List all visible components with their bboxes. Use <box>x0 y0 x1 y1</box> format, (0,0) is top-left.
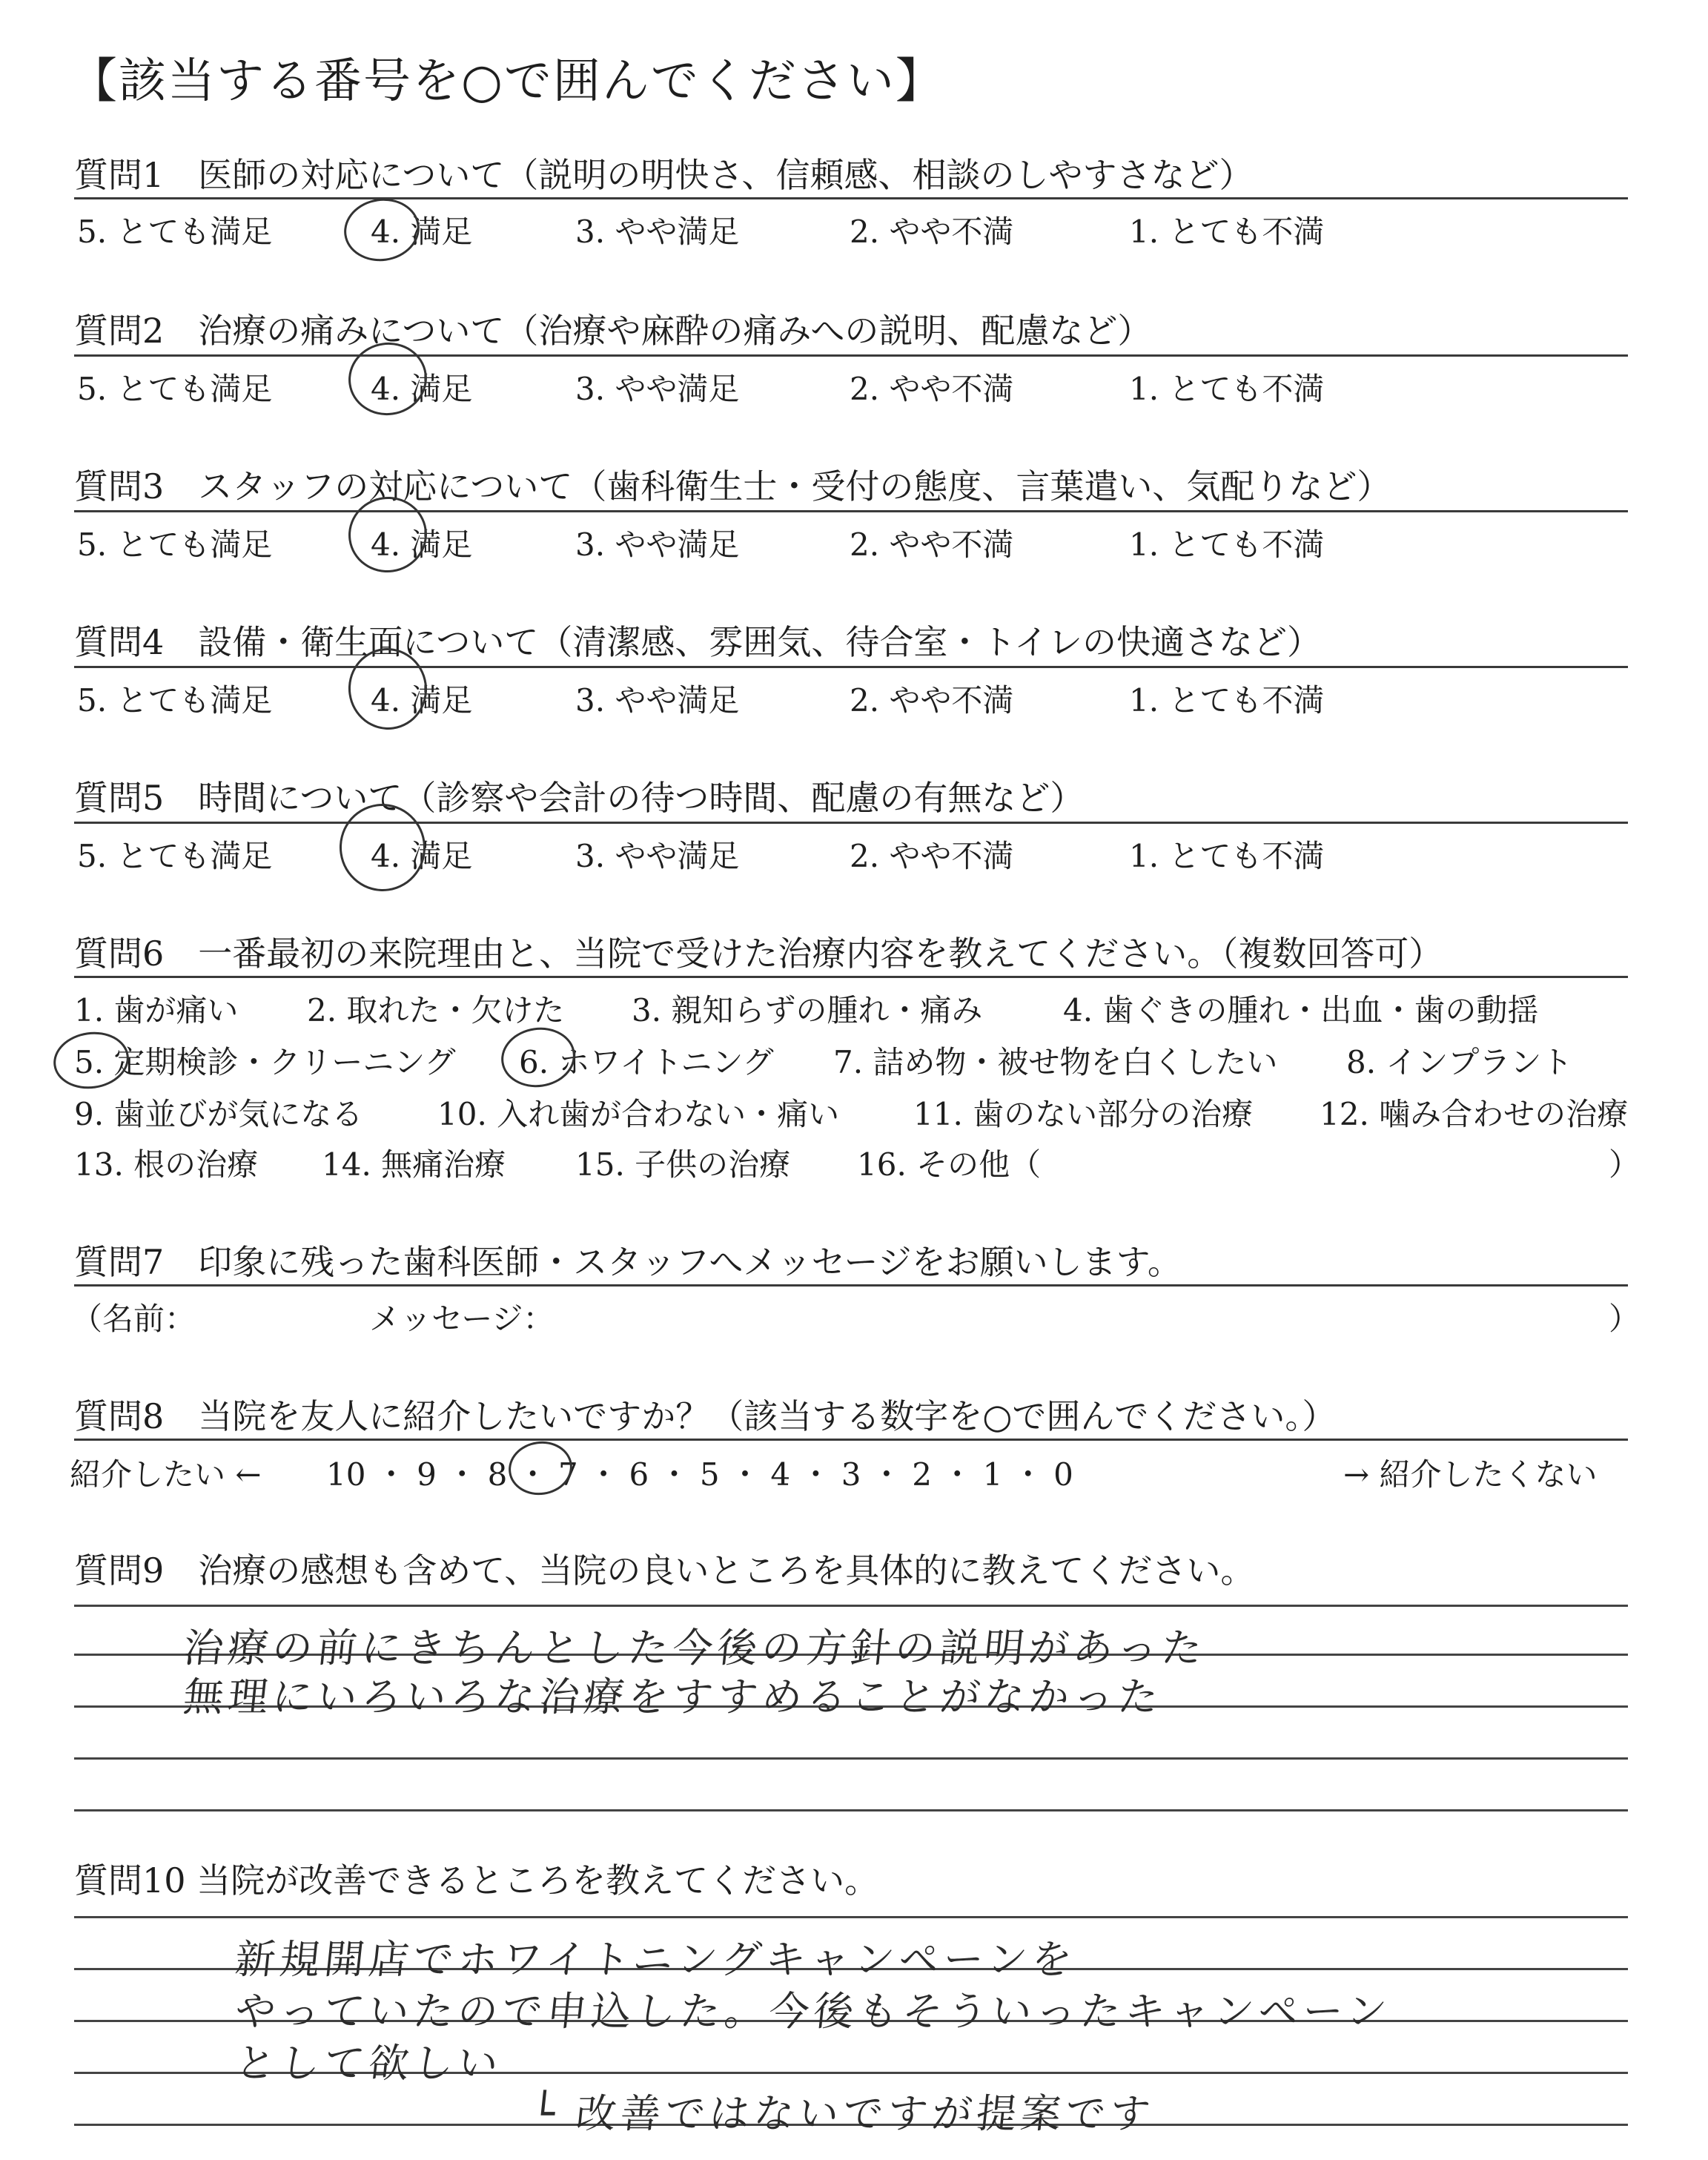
q6-option-10[interactable]: 10. 入れ歯が合わない・痛い <box>437 1096 840 1132</box>
q8-scale-value-8[interactable]: 8 <box>487 1456 508 1493</box>
q3-option-5[interactable]: 5. とても満足 <box>77 526 273 563</box>
q6-option-5[interactable]: 5. 定期検診・クリーニング <box>74 1044 456 1080</box>
q1-option-5[interactable]: 5. とても満足 <box>77 214 273 250</box>
q8-scale-value-4[interactable]: 4 <box>770 1456 791 1493</box>
q2-option-1[interactable]: 1. とても不満 <box>1129 371 1325 407</box>
question-2-title: 質問2 治療の痛みについて（治療や麻酔の痛みへの説明、配慮など） <box>74 311 1152 351</box>
q10-answer-line-2: やっていたので申込した。今後もそういったキャンペーン <box>233 1988 1394 2035</box>
q6-option-8[interactable]: 8. インプラント <box>1346 1044 1573 1080</box>
q8-scale-separator: ・ <box>719 1456 771 1493</box>
answer-line <box>74 1809 1628 1811</box>
question-6-title: 質問6 一番最初の来院理由と、当院で受けた治療内容を教えてください。（複数回答可） <box>74 934 1443 974</box>
q8-scale-value-1[interactable]: 1 <box>982 1456 1003 1493</box>
q4-option-4[interactable]: 4. 満足 <box>371 682 473 719</box>
q8-scale-separator: ・ <box>649 1456 700 1493</box>
q8-scale-separator: ・ <box>861 1456 913 1493</box>
q5-option-3[interactable]: 3. やや満足 <box>575 838 740 874</box>
q5-option-5[interactable]: 5. とても満足 <box>77 838 273 874</box>
q1-option-1[interactable]: 1. とても不満 <box>1129 214 1325 250</box>
question-3-title: 質問3 スタッフの対応について（歯科衛生士・受付の態度、言葉遣い、気配りなど） <box>74 466 1391 506</box>
q8-scale-value-2[interactable]: 2 <box>912 1456 932 1493</box>
q3-option-3[interactable]: 3. やや満足 <box>575 526 740 563</box>
q8-scale-separator: ・ <box>790 1456 841 1493</box>
q6-option-4[interactable]: 4. 歯ぐきの腫れ・出血・歯の動揺 <box>1063 992 1539 1028</box>
answer-line <box>74 1916 1628 1918</box>
q6-option-9[interactable]: 9. 歯並びが気になる <box>74 1096 363 1132</box>
q7-name-label: （名前： <box>71 1301 196 1337</box>
q6-selection-circle-5 <box>50 1027 133 1093</box>
q8-scale-separator: ・ <box>1002 1456 1054 1493</box>
q6-option-1[interactable]: 1. 歯が痛い <box>74 992 239 1028</box>
q5-option-4[interactable]: 4. 満足 <box>371 838 473 874</box>
q3-option-1[interactable]: 1. とても不満 <box>1129 526 1325 563</box>
q6-other-close-paren: ） <box>1609 1146 1641 1183</box>
q6-option-12[interactable]: 12. 噛み合わせの治療 <box>1320 1096 1629 1132</box>
divider <box>74 1284 1628 1287</box>
q6-option-7[interactable]: 7. 詰め物・被せ物を白くしたい <box>833 1044 1278 1080</box>
q4-option-1[interactable]: 1. とても不満 <box>1129 682 1325 719</box>
q9-answer-line-1: 治療の前にきちんとした今後の方針の説明があった <box>181 1625 1209 1671</box>
q10-answer-line-4: └ 改善ではないですが提案です <box>528 2090 1157 2137</box>
q6-option-2[interactable]: 2. 取れた・欠けた <box>307 992 565 1028</box>
q8-scale-value-6[interactable]: 6 <box>629 1456 649 1493</box>
q1-option-2[interactable]: 2. やや不満 <box>850 214 1014 250</box>
question-9-title: 質問9 治療の感想も含めて、当院の良いところを具体的に教えてください。 <box>74 1550 1255 1591</box>
divider <box>74 1439 1628 1441</box>
q8-scale-value-7[interactable]: 7 <box>558 1456 578 1493</box>
question-7-title: 質問7 印象に残った歯科医師・スタッフへメッセージをお願いします。 <box>74 1242 1182 1282</box>
q8-scale-separator: ・ <box>436 1456 488 1493</box>
q8-scale-separator: ・ <box>507 1456 559 1493</box>
q10-answer-line-3: として欲しい <box>233 2040 505 2087</box>
divider <box>74 976 1628 978</box>
q6-option-16[interactable]: 16. その他（ <box>857 1146 1042 1183</box>
q2-option-2[interactable]: 2. やや不満 <box>850 371 1014 407</box>
answer-line <box>74 1757 1628 1760</box>
q2-option-4[interactable]: 4. 満足 <box>371 371 473 407</box>
q2-option-5[interactable]: 5. とても満足 <box>77 371 273 407</box>
divider <box>74 197 1628 199</box>
q8-right-label: → 紹介したくない <box>1343 1456 1598 1493</box>
q6-option-13[interactable]: 13. 根の治療 <box>74 1146 259 1183</box>
question-5-title: 質問5 時間について（診察や会計の待つ時間、配慮の有無など） <box>74 778 1085 818</box>
q6-option-14[interactable]: 14. 無痛治療 <box>322 1146 506 1183</box>
q8-scale-value-9[interactable]: 9 <box>417 1456 437 1493</box>
q1-selection-circle <box>340 194 424 265</box>
divider <box>74 822 1628 824</box>
q3-option-2[interactable]: 2. やや不満 <box>850 526 1014 563</box>
divider <box>74 666 1628 668</box>
q3-option-4[interactable]: 4. 満足 <box>371 526 473 563</box>
q2-option-3[interactable]: 3. やや満足 <box>575 371 740 407</box>
q8-scale-separator: ・ <box>365 1456 417 1493</box>
divider <box>74 354 1628 357</box>
q6-option-15[interactable]: 15. 子供の治療 <box>575 1146 791 1183</box>
q9-answer-line-2: 無理にいろいろな治療をすすめることがなかった <box>181 1674 1165 1720</box>
q6-option-11[interactable]: 11. 歯のない部分の治療 <box>913 1096 1254 1132</box>
q8-scale-separator: ・ <box>577 1456 629 1493</box>
q8-scale-value-3[interactable]: 3 <box>841 1456 861 1493</box>
q8-left-label: 紹介したい ← <box>70 1456 262 1493</box>
q8-scale-value-0[interactable]: 0 <box>1053 1456 1073 1493</box>
q5-option-1[interactable]: 1. とても不満 <box>1129 838 1325 874</box>
answer-line <box>74 1605 1628 1607</box>
question-8-title: 質問8 当院を友人に紹介したいですか？（該当する数字を○で囲んでください。） <box>74 1396 1337 1436</box>
q1-option-4[interactable]: 4. 満足 <box>371 214 473 250</box>
q8-scale-value-5[interactable]: 5 <box>699 1456 720 1493</box>
question-1-title: 質問1 医師の対応について（説明の明快さ、信頼感、相談のしやすさなど） <box>74 155 1254 195</box>
q4-option-2[interactable]: 2. やや不満 <box>850 682 1014 719</box>
q1-option-3[interactable]: 3. やや満足 <box>575 214 740 250</box>
q6-option-6[interactable]: 6. ホワイトニング <box>519 1044 774 1080</box>
question-10-title: 質問10 当院が改善できるところを教えてください。 <box>74 1860 879 1900</box>
q4-option-3[interactable]: 3. やや満足 <box>575 682 740 719</box>
q7-close-paren: ） <box>1609 1301 1641 1337</box>
q8-scale <box>326 1450 1073 1495</box>
q7-message-label: メッセージ： <box>369 1301 555 1337</box>
q6-option-3[interactable]: 3. 親知らずの腫れ・痛み <box>632 992 983 1028</box>
q8-scale-value-10[interactable]: 10 <box>326 1456 366 1493</box>
question-4-title: 質問4 設備・衛生面について（清潔感、雰囲気、待合室・トイレの快適さなど） <box>74 622 1322 662</box>
q10-answer-line-1: 新規開店でホワイトニングキャンペーンを <box>233 1936 1079 1983</box>
q5-option-2[interactable]: 2. やや不満 <box>850 838 1014 874</box>
q4-option-5[interactable]: 5. とても満足 <box>77 682 273 719</box>
q8-scale-separator: ・ <box>931 1456 983 1493</box>
page-heading: 【該当する番号を○で囲んでください】 <box>70 54 944 109</box>
divider <box>74 510 1628 512</box>
